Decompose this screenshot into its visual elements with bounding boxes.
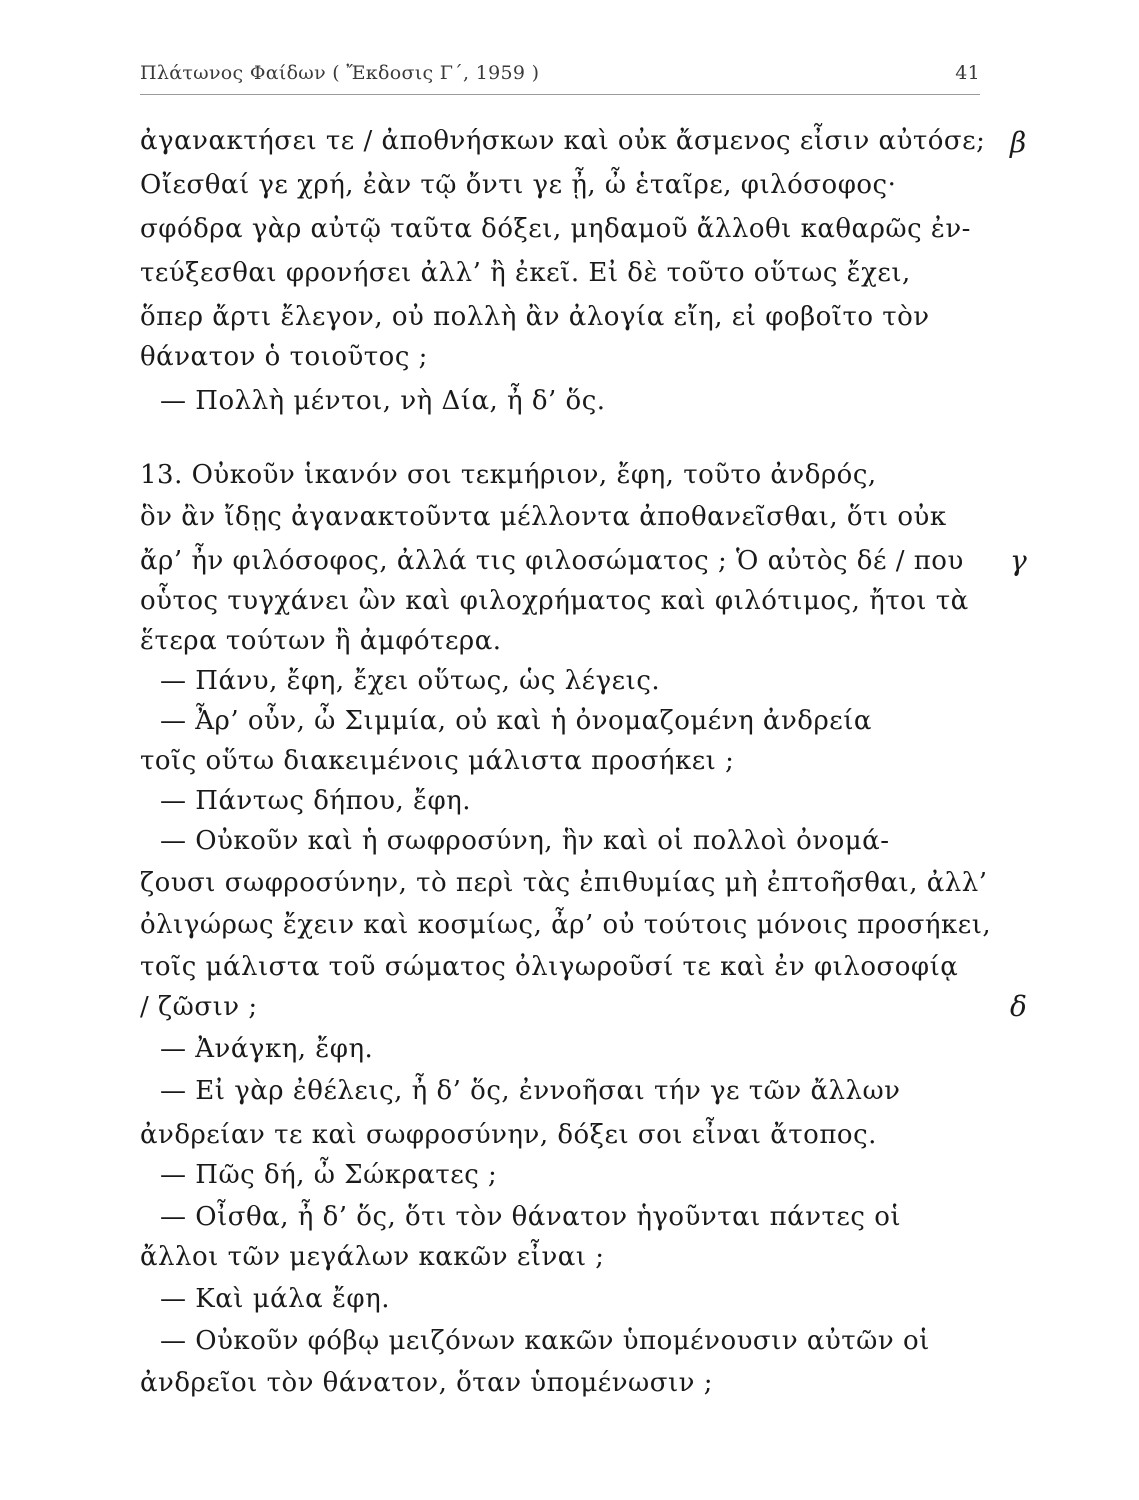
text-line: ἕτερα τούτων ἢ ἀμφότερα. bbox=[140, 626, 502, 656]
text-line: ἀγανακτήσει τε / ἀποθνήσκων καὶ οὐκ ἄσμενος εἶσιν αὐτόσε; bbox=[140, 126, 986, 156]
text-line: — Πάνυ, ἔφη, ἔχει οὕτως, ὡς λέγεις. bbox=[160, 666, 661, 696]
text-line: ἄλλοι τῶν μεγάλων κακῶν εἶναι ; bbox=[140, 1242, 605, 1272]
text-line: — Οὐκοῦν φόβῳ μειζόνων κακῶν ὑπομένουσιν αὐτῶν οἱ bbox=[160, 1326, 930, 1356]
text-line: θάνατον ὁ τοιοῦτος ; bbox=[140, 342, 428, 372]
text-line: ἀνδρείαν τε καὶ σωφροσύνην, δόξει σοι εἶναι ἄτοπος. bbox=[140, 1120, 877, 1150]
text-line: ἀνδρεῖοι τὸν θάνατον, ὅταν ὑπομένωσιν ; bbox=[140, 1368, 713, 1398]
running-header bbox=[140, 62, 980, 90]
text-line: Οἴεσθαί γε χρή, ἐὰν τῷ ὄντι γε ᾖ, ὦ ἑταῖρε, φιλόσοφος· bbox=[140, 170, 897, 200]
text-line: — Οἶσθα, ἦ δ’ ὅς, ὅτι τὸν θάνατον ἡγοῦνται πάντες οἱ bbox=[160, 1202, 902, 1232]
text-line: ὃν ἂν ἴδῃς ἀγανακτοῦντα μέλλοντα ἀποθανεῖσθαι, ὅτι οὐκ bbox=[140, 502, 947, 532]
text-line: — Ἀνάγκη, ἔφη. bbox=[160, 1034, 374, 1064]
page-number: 41 bbox=[955, 62, 980, 84]
header-rule bbox=[140, 94, 980, 95]
text-line: οὗτος τυγχάνει ὢν καὶ φιλοχρήματος καὶ φιλότιμος, ἤτοι τὰ bbox=[140, 586, 969, 616]
margin-section-gamma: γ bbox=[1010, 544, 1027, 577]
text-line: — Οὐκοῦν καὶ ἡ σωφροσύνη, ἣν καὶ οἱ πολλοὶ ὀνομά- bbox=[160, 826, 890, 856]
running-title: Πλάτωνος Φαίδων ( Ἔκδοσις Γ΄, 1959 ) bbox=[140, 62, 540, 84]
text-line: 13. Οὐκοῦν ἱκανόν σοι τεκμήριον, ἔφη, τοῦτο ἀνδρός, bbox=[140, 460, 877, 490]
text-line: ὅπερ ἄρτι ἔλεγον, οὐ πολλὴ ἂν ἀλογία εἴη, εἰ φοβοῖτο τὸν bbox=[140, 302, 930, 332]
text-line: τοῖς οὕτω διακειμένοις μάλιστα προσήκει ; bbox=[140, 746, 735, 776]
text-line: ἄρ’ ἦν φιλόσοφος, ἀλλά τις φιλοσώματος ; Ὁ αὐτὸς δέ / που bbox=[140, 546, 964, 576]
text-line: τοῖς μάλιστα τοῦ σώματος ὀλιγωροῦσί τε καὶ ἐν φιλοσοφίᾳ bbox=[140, 952, 959, 982]
text-line: ζουσι σωφροσύνην, τὸ περὶ τὰς ἐπιθυμίας μὴ ἐπτοῆσθαι, ἀλλ’ bbox=[140, 868, 988, 898]
text-line: — Πολλὴ μέντοι, νὴ Δία, ἦ δ’ ὅς. bbox=[160, 386, 606, 416]
text-line: — Εἰ γὰρ ἐθέλεις, ἦ δ’ ὅς, ἐννοῆσαι τήν γε τῶν ἄλλων bbox=[160, 1076, 901, 1106]
margin-section-beta: β bbox=[1010, 126, 1027, 159]
text-line: — Πάντως δήπου, ἔφη. bbox=[160, 786, 472, 816]
text-line: τεύξεσθαι φρονήσει ἀλλ’ ἢ ἐκεῖ. Εἰ δὲ τοῦτο οὕτως ἔχει, bbox=[140, 258, 911, 288]
text-line: / ζῶσιν ; bbox=[140, 992, 258, 1022]
text-line: — Ἆρ’ οὖν, ὦ Σιμμία, οὐ καὶ ἡ ὀνομαζομένη ἀνδρεία bbox=[160, 706, 872, 736]
margin-section-delta: δ bbox=[1010, 990, 1027, 1023]
text-line: — Καὶ μάλα ἔφη. bbox=[160, 1284, 390, 1314]
text-line: ὀλιγώρως ἔχειν καὶ κοσμίως, ἆρ’ οὐ τούτοις μόνοις προσήκει, bbox=[140, 910, 992, 940]
text-line: σφόδρα γὰρ αὐτῷ ταῦτα δόξει, μηδαμοῦ ἄλλοθι καθαρῶς ἐν- bbox=[140, 214, 971, 244]
text-line: — Πῶς δή, ὦ Σώκρατες ; bbox=[160, 1160, 498, 1190]
